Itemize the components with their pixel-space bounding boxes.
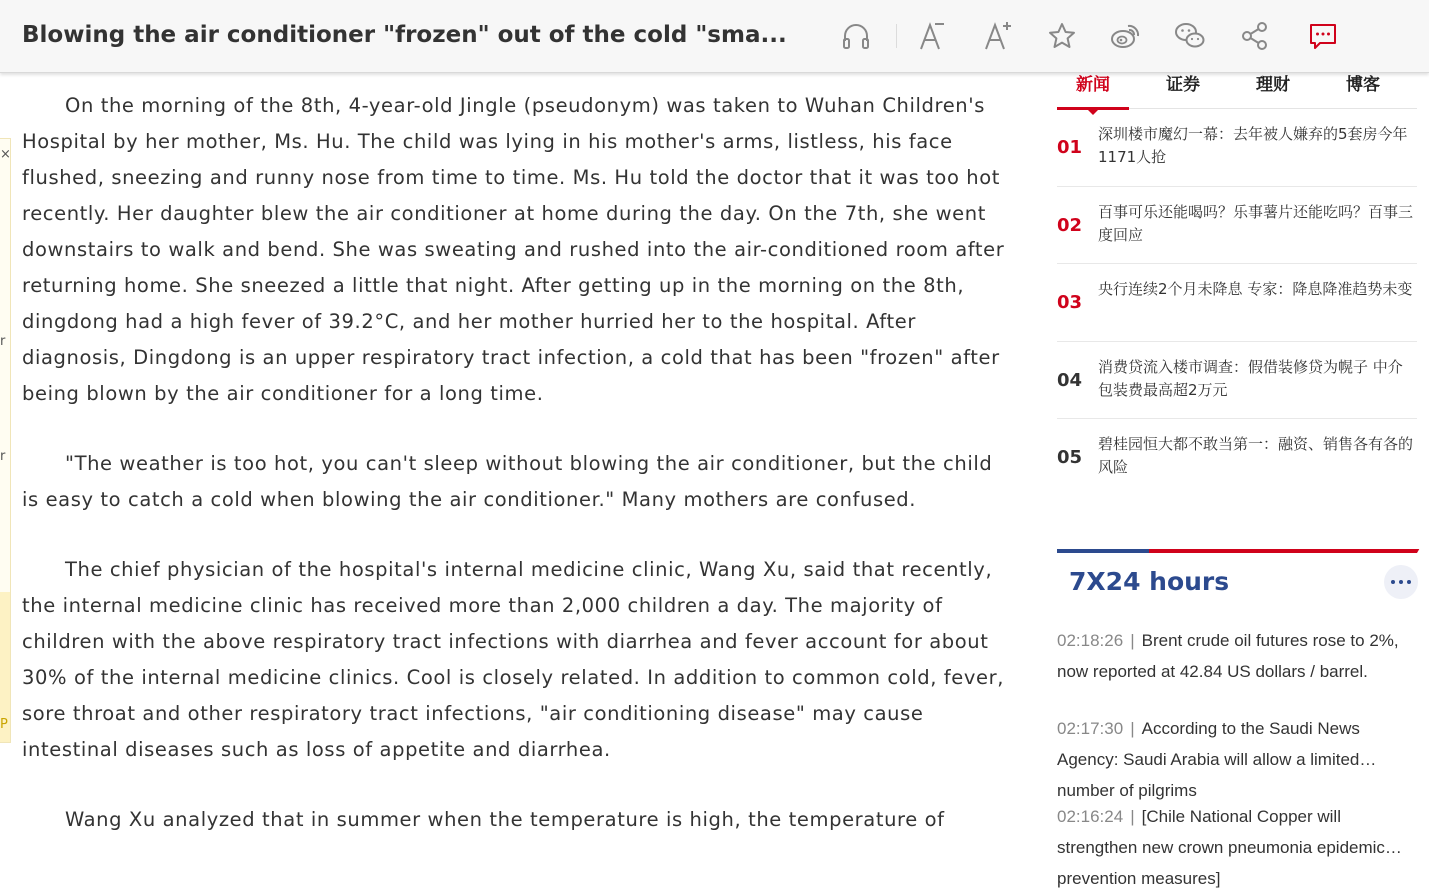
news-time: 02:16:24: [1057, 807, 1124, 826]
headline-link[interactable]: 央行连续2个月未降息 专家：降息降准趋势未变: [1098, 280, 1413, 298]
article-paragraph: "The weather is too hot, you can't sleep without blowing the air conditioner, but the child is easy to catch a cold when blowing the air conditioner." Many mothers are confused.: [22, 452, 993, 511]
list-item[interactable]: 02:17:30 | According to the Saudi News Agency: Saudi Arabia will allow a limited number of pilgrims: [1057, 713, 1417, 801]
more-button[interactable]: [1384, 565, 1418, 599]
news-time: 02:17:30: [1057, 719, 1124, 738]
article-body: [22, 88, 1014, 872]
rank-number: 02: [1057, 214, 1083, 236]
news-text[interactable]: Brent crude oil futures rose to 2%, now reported at 42.84 US dollars / barrel.: [1057, 631, 1399, 681]
font-increase-icon: [981, 19, 1015, 53]
font-decrease-icon: [915, 19, 949, 53]
news-text[interactable]: According to the Saudi News Agency: Saudi Arabia will allow a limited number of pilgrims: [1057, 719, 1360, 800]
tab-finance[interactable]: 理财: [1256, 75, 1290, 95]
list-item[interactable]: 02:16:24 | [Chile National Copper will strengthen new crown pneumonia epidemic prevention measures]: [1057, 801, 1417, 889]
live-divider-red: [1145, 549, 1419, 553]
more-dots-icon: [1391, 580, 1395, 584]
top-bar: [0, 0, 1429, 73]
live-news-title: 7X24 hours: [1069, 567, 1230, 596]
share-icon: [1239, 20, 1271, 52]
article-paragraph: The chief physician of the hospital's internal medicine clinic, Wang Xu, said that recently, the internal medicine clinic has received more than 2,000 children a day. The majority of children with the above respiratory tract infections with diarrhea and fever account for about 30% of the internal medicine clinics. Cool is closely related. In addition to common cold, fever, sore throat and other respiratory tract infections, "air conditioning disease" may cause intestinal diseases such as loss of appetite and diarrhea.: [22, 558, 1005, 761]
list-item[interactable]: 02:18:26 | Brent crude oil futures rose to 2%, now reported at 42.84 US dollars / barrel.: [1057, 631, 1399, 681]
weibo-icon: [1109, 20, 1141, 52]
list-item[interactable]: [1057, 342, 1417, 420]
left-edge-panel: [0, 138, 11, 743]
wechat-icon: [1173, 19, 1207, 53]
wechat-share-button[interactable]: [1170, 16, 1210, 56]
list-item[interactable]: [1057, 187, 1417, 265]
list-item[interactable]: [1057, 109, 1417, 187]
headline-link[interactable]: 深圳楼市魔幻一幕：去年被人嫌弃的5套房今年1171人抢: [1098, 125, 1408, 166]
sidebar-tabs: [1057, 73, 1417, 109]
rank-number: 03: [1057, 292, 1083, 313]
headphones-icon: [839, 19, 873, 53]
comment-icon: [1307, 20, 1339, 52]
toolbar-divider: [896, 24, 897, 48]
tab-securities[interactable]: 证券: [1166, 75, 1200, 95]
edge-text: r: [0, 334, 6, 349]
article-title: Blowing the air conditioner "frozen" out of the cold "sma...: [22, 22, 787, 48]
tab-news[interactable]: 新闻: [1057, 73, 1129, 107]
hot-news-list: [1057, 109, 1417, 497]
weibo-share-button[interactable]: [1105, 16, 1145, 56]
sidebar: [1057, 73, 1417, 888]
star-icon: [1047, 21, 1077, 51]
article-paragraph: Wang Xu analyzed that in summer when the temperature is high, the temperature of: [65, 808, 945, 831]
font-increase-button[interactable]: [978, 16, 1018, 56]
news-text[interactable]: [Chile National Copper will strengthen new crown pneumonia epidemic prevention measures]: [1057, 807, 1385, 888]
live-news-list: [1057, 625, 1417, 889]
close-icon[interactable]: ×: [0, 147, 11, 162]
rank-number: 04: [1057, 369, 1083, 391]
tab-blog[interactable]: 博客: [1346, 75, 1380, 95]
rank-number: 05: [1057, 447, 1083, 468]
rank-number: 01: [1057, 137, 1083, 158]
news-time: 02:18:26: [1057, 631, 1124, 650]
comment-button[interactable]: [1303, 16, 1343, 56]
headline-link[interactable]: 百事可乐还能喝吗？乐事薯片还能吃吗？百事三度回应: [1098, 202, 1414, 244]
share-button[interactable]: [1235, 16, 1275, 56]
listen-button[interactable]: [836, 16, 876, 56]
headline-link[interactable]: 碧桂园恒大都不敢当第一：融资、销售各有各的风险: [1098, 435, 1414, 476]
favorite-button[interactable]: [1042, 16, 1082, 56]
list-item[interactable]: [1057, 419, 1417, 497]
list-item[interactable]: [1057, 264, 1417, 342]
live-divider-blue: [1057, 549, 1149, 553]
live-divider: [1057, 549, 1417, 553]
font-decrease-button[interactable]: [912, 16, 952, 56]
article-paragraph: On the morning of the 8th, 4-year-old Jingle (pseudonym) was taken to Wuhan Children's Hospital by her mother, Ms. Hu. The child was lying in his mother's arms, listless, his face flushed, sneezing and runny nose from time to time. Ms. Hu told the doctor that it was too hot recently. Her daughter blew the air conditioner at home during the day. On the 7th, she went downstairs to walk and bend. She was sweating and rushed into the air-conditioned room after returning home. She sneezed a little that night. After getting up in the morning on the 8th, dingdong had a high fever of 39.2°C, and her mother hurried her to the hospital. After diagnosis, Dingdong is an upper respiratory tract infection, a cold that has been "frozen" after being blown by the air conditioner for a long time.: [22, 94, 1005, 405]
edge-text: r: [0, 449, 6, 464]
edge-text: P: [0, 717, 8, 732]
headline-link[interactable]: 消费贷流入楼市调查：假借装修贷为幌子 中介包装费最高超2万元: [1098, 357, 1403, 399]
